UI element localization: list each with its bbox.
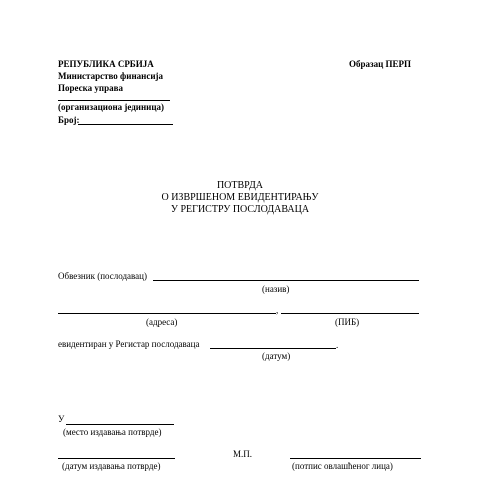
doc-title-line2: О ИЗВРШЕНОМ ЕВИДЕНТИРАЊУ	[161, 192, 319, 203]
pib-caption: (ПИБ)	[335, 317, 360, 327]
form-code: Образац ПЕРП	[349, 59, 412, 69]
address-line	[58, 313, 276, 314]
date-caption: (датум)	[262, 351, 291, 361]
org-unit-caption: (организациона јединица)	[58, 102, 165, 112]
stamp-label: М.П.	[233, 449, 253, 459]
signature-caption: (потпис овлашћеног лица)	[292, 461, 393, 471]
registration-date-line	[210, 348, 336, 349]
address-comma: ,	[276, 305, 279, 315]
number-line	[78, 124, 173, 125]
issue-date-caption: (датум издавања потврде)	[62, 461, 161, 471]
obligor-label: Обвезник (послодавац)	[58, 271, 147, 281]
in-prefix: У	[58, 414, 65, 424]
signature-line	[290, 458, 421, 459]
obligor-name-line	[153, 280, 419, 281]
name-caption: (назив)	[262, 284, 290, 294]
pib-line	[281, 313, 419, 314]
doc-title-line3: У РЕГИСТРУ ПОСЛОДАВАЦА	[170, 204, 310, 215]
doc-title-line1: ПОТВРДА	[216, 180, 264, 191]
number-label: Број:	[58, 115, 80, 125]
registered-period: .	[336, 340, 339, 350]
registered-label: евидентиран у Регистар послодаваца	[58, 339, 200, 349]
tax-admin-heading: Пореска управа	[58, 83, 123, 93]
republic-heading: РЕПУБЛИКА СРБИЈА	[58, 59, 154, 69]
ministry-heading: Министарство финансија	[58, 71, 164, 81]
address-caption: (адреса)	[146, 317, 178, 327]
place-line	[66, 424, 174, 425]
issue-date-line	[58, 458, 175, 459]
place-caption: (место издавања потврде)	[63, 427, 162, 437]
org-unit-line	[58, 100, 170, 101]
